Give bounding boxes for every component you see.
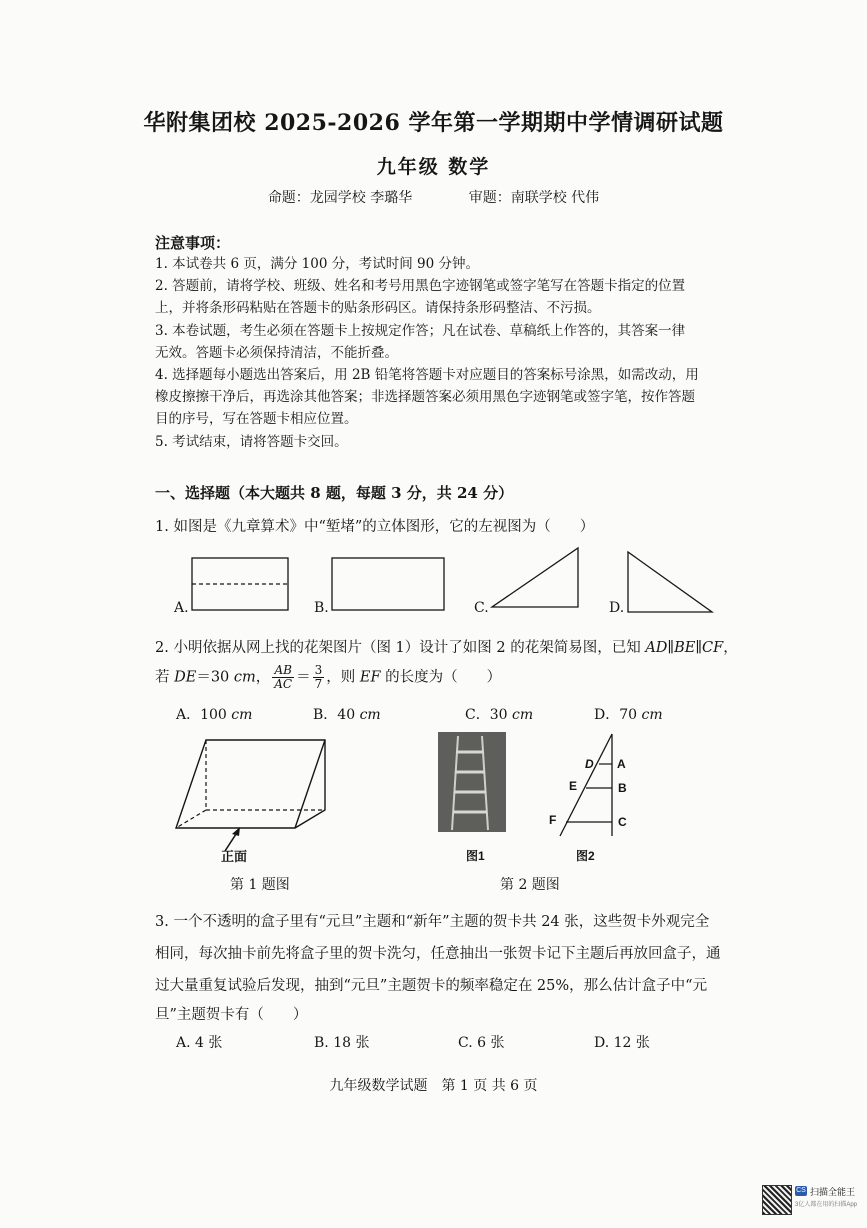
note-line: 5. 考试结束，请将答题卡交回。	[155, 434, 348, 450]
q3-option-d: D. 12 张	[594, 1035, 650, 1051]
exam-subtitle: 九年级 数学	[376, 156, 491, 178]
question-2-stem: 2. 小明依据从网上找的花架图片（图 1）设计了如图 2 的花架简易图，已知 AD∥BE∥CF，	[155, 640, 738, 656]
figure-2-label: 图2	[576, 849, 595, 863]
scanner-name: 扫描全能王	[810, 1187, 856, 1197]
figure-1-label: 图1	[466, 849, 485, 863]
q2-option-a: A．100 cm	[176, 707, 253, 723]
ratio-value: $\frac{3}{7}$	[314, 663, 323, 691]
point-a-label: A	[617, 757, 626, 771]
reviewer: 审题：南联学校 代伟	[468, 190, 600, 206]
q1-option-a-label: A.	[174, 600, 189, 616]
point-c-label: C	[618, 815, 627, 829]
notes-heading: 注意事项：	[155, 234, 231, 252]
front-label: 正面	[221, 849, 248, 864]
point-e-label: E	[569, 779, 578, 793]
q1-option-b-label: B.	[314, 600, 329, 616]
scanner-tagline: 3亿人都在用的扫描App	[795, 1202, 858, 1208]
point-d-label: D	[585, 757, 594, 771]
q3-option-a: A. 4 张	[176, 1035, 223, 1051]
setter: 命题：龙园学校 李璐华	[267, 190, 413, 206]
question-3-line: 过大量重复试验后发现，抽到“元旦”主题贺卡的频率稳定在 25%，那么估计盒子中“元	[155, 978, 708, 994]
point-f-label: F	[549, 813, 557, 827]
qr-code-icon	[762, 1185, 792, 1215]
scanner-logo-icon: CS	[796, 1187, 806, 1194]
exam-title: 华附集团校 2025-2026 学年第一学期期中学情调研试题	[143, 110, 724, 136]
q2-figure-caption: 第 2 题图	[500, 877, 560, 893]
question-3-line: 3. 一个不透明的盒子里有“元旦”主题和“新年”主题的贺卡共 24 张，这些贺卡外观完全	[155, 914, 710, 930]
option-c-figure	[492, 548, 578, 607]
q1-options-figure	[172, 544, 732, 616]
scanner-watermark	[762, 1183, 858, 1219]
section-heading: 一、选择题（本大题共 8 题，每题 3 分，共 24 分）	[155, 484, 514, 502]
question-3-line: 相同，每次抽卡前先将盒子里的贺卡洗匀，任意抽出一张贺卡记下主题后再放回盒子，通	[155, 946, 721, 962]
note-line: 上，并将条形码粘贴在答题卡的贴条形码区。请保持条形码整洁、不污损。	[155, 300, 601, 316]
question-1-stem: 1. 如图是《九章算术》中“堑堵”的立体图形，它的左视图为（ ）	[155, 519, 595, 535]
question-2-condition: 若 DE＝30 cm， $\frac{AB}{AC}$ ＝ $\frac{3}{7}$ ，则 EF 的长度为（ ）	[155, 663, 502, 691]
q1-option-d-label: D.	[609, 600, 625, 616]
option-d-figure	[628, 552, 712, 612]
q2-option-c: C．30 cm	[465, 707, 534, 723]
note-line: 4. 选择题每小题选出答案后，用 2B 铅笔将答题卡对应题目的答案标号涂黑，如需改动，用	[155, 367, 699, 383]
note-line: 1. 本试卷共 6 页，满分 100 分，考试时间 90 分钟。	[155, 256, 479, 272]
note-line: 橡皮擦擦干净后，再选涂其他答案；非选择题答案必须用黑色字迹钢笔或签字笔，按作答题	[155, 389, 695, 405]
question-3-line: 旦”主题贺卡有（ ）	[155, 1007, 308, 1023]
q3-option-c: C. 6 张	[458, 1035, 505, 1051]
flower-rack-photo	[438, 732, 506, 832]
note-line: 3. 本卷试题，考生必须在答题卡上按规定作答；凡在试卷、草稿纸上作答的，其答案一律	[155, 323, 686, 339]
option-a-figure	[192, 558, 288, 610]
note-line: 2. 答题前，请将学校、班级、姓名和考号用黑色字迹钢笔或签字笔写在答题卡指定的位置	[155, 278, 686, 294]
q1-option-c-label: C.	[474, 600, 489, 616]
parallel-relation: AD∥BE∥CF	[645, 640, 724, 656]
note-line: 无效。答题卡必须保持清洁，不能折叠。	[155, 345, 398, 361]
qiandu-prism-figure	[170, 730, 340, 865]
q2-option-d: D．70 cm	[594, 707, 663, 723]
q1-figure-caption: 第 1 题图	[230, 877, 290, 893]
option-b-figure	[332, 558, 444, 610]
authors-line	[0, 187, 867, 207]
point-b-label: B	[618, 781, 627, 795]
note-line: 目的序号，写在答题卡相应位置。	[155, 411, 358, 427]
ratio-fraction: $\frac{AB}{AC}$	[274, 663, 293, 691]
q2-option-b: B．40 cm	[313, 707, 381, 723]
q3-option-b: B. 18 张	[314, 1035, 370, 1051]
page-footer: 九年级数学试题 第 1 页 共 6 页	[329, 1078, 538, 1094]
